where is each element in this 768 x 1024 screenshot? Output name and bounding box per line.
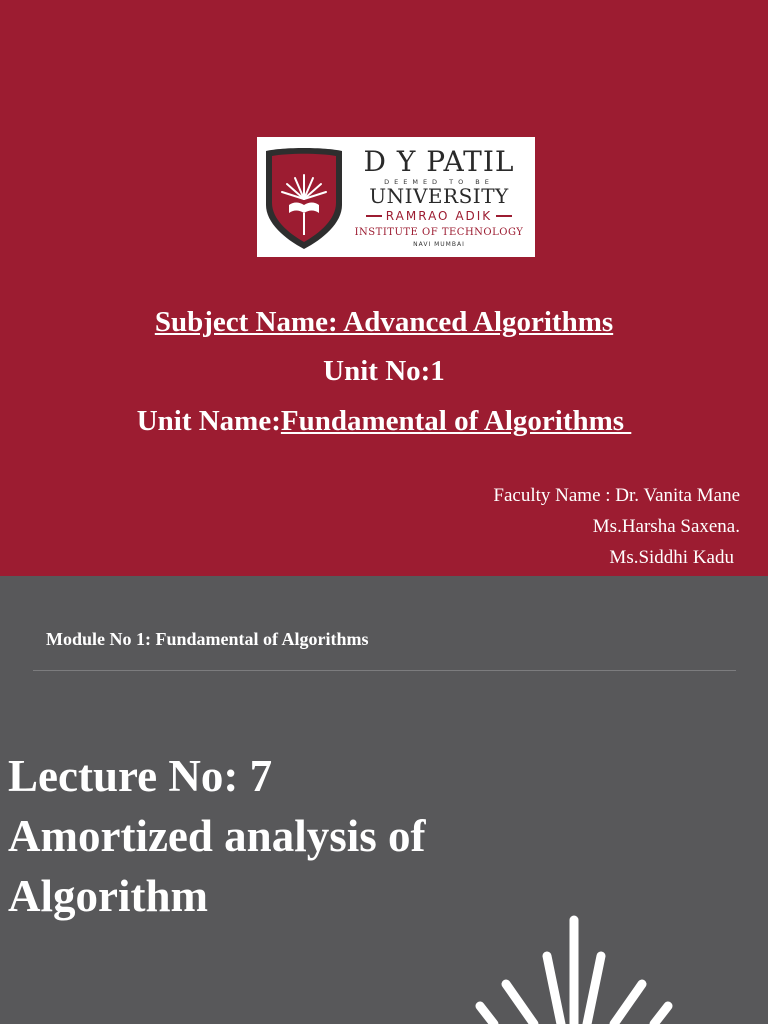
lecture-title: [8, 746, 425, 926]
university-logo: [257, 137, 535, 257]
logo-rule-right: [496, 215, 512, 217]
unit-name: [0, 402, 768, 440]
module-label: Module No 1: Fundamental of Algorithms: [46, 629, 369, 649]
unit-number: Unit No:1: [323, 355, 445, 387]
lecture-topic-line-1: Amortized analysis of: [8, 811, 426, 861]
logo-institute-name: RAMRAO ADIK: [385, 209, 493, 223]
logo-rule-left: [366, 215, 382, 217]
subject-name: Subject Name: Advanced Algorithms: [154, 306, 614, 338]
logo-institute-type: INSTITUTE OF TECHNOLOGY: [354, 227, 524, 238]
unit-name-prefix: Unit Name:: [136, 405, 281, 437]
unit-name-value: Fundamental of Algorithms: [280, 405, 632, 437]
logo-title: D Y PATIL: [363, 145, 515, 178]
sunburst-rays-icon: [450, 906, 710, 1024]
lecture-topic-line-2: Algorithm: [8, 871, 208, 921]
faculty-line-3: Ms.Siddhi Kadu: [609, 547, 734, 568]
divider: [33, 670, 736, 671]
faculty-line-1: Faculty Name : Dr. Vanita Mane: [493, 485, 740, 506]
faculty-block: [493, 480, 740, 573]
faculty-line-2: Ms.Harsha Saxena.: [592, 516, 740, 537]
logo-university: UNIVERSITY: [369, 184, 509, 208]
logo-location: NAVI MUMBAI: [413, 241, 465, 248]
logo-deemed: DEEMED TO BE: [384, 178, 494, 186]
lecture-section: [0, 576, 768, 1024]
crest-icon: [263, 145, 345, 251]
logo-wordmark: [349, 147, 529, 249]
logo-institute-row: [349, 209, 529, 223]
lecture-number: Lecture No: 7: [8, 751, 273, 801]
